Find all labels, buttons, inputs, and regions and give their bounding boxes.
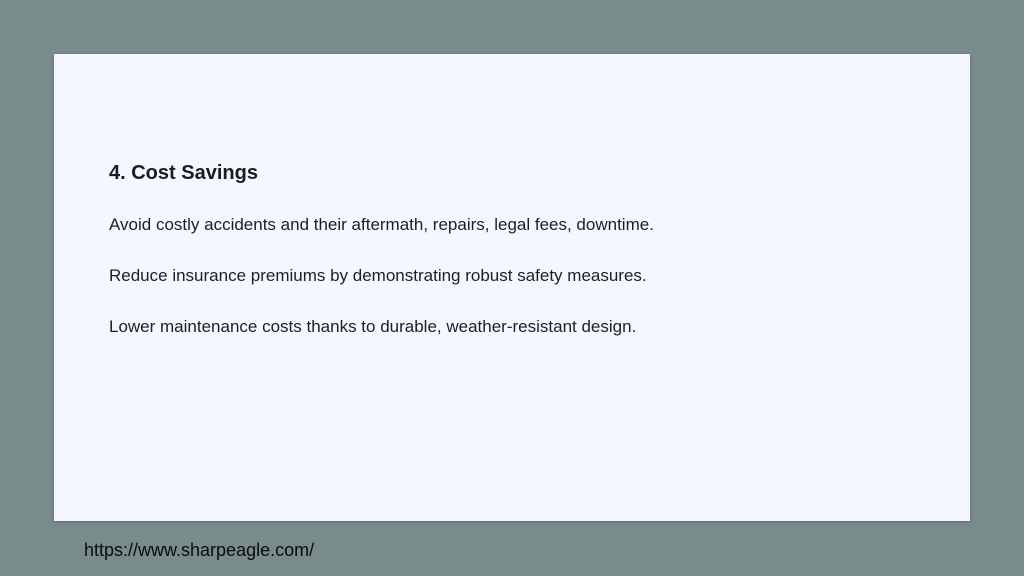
slide-card	[54, 54, 970, 521]
slide-point: Lower maintenance costs thanks to durable, weather-resistant design.	[109, 317, 637, 336]
slide-point: Avoid costly accidents and their aftermath, repairs, legal fees, downtime.	[109, 215, 654, 234]
slide-heading: 4. Cost Savings	[109, 162, 258, 184]
slide-content	[109, 160, 929, 338]
footer-url-link[interactable]: https://www.sharpeagle.com/	[84, 540, 315, 560]
slide-point: Reduce insurance premiums by demonstrating robust safety measures.	[109, 266, 647, 285]
